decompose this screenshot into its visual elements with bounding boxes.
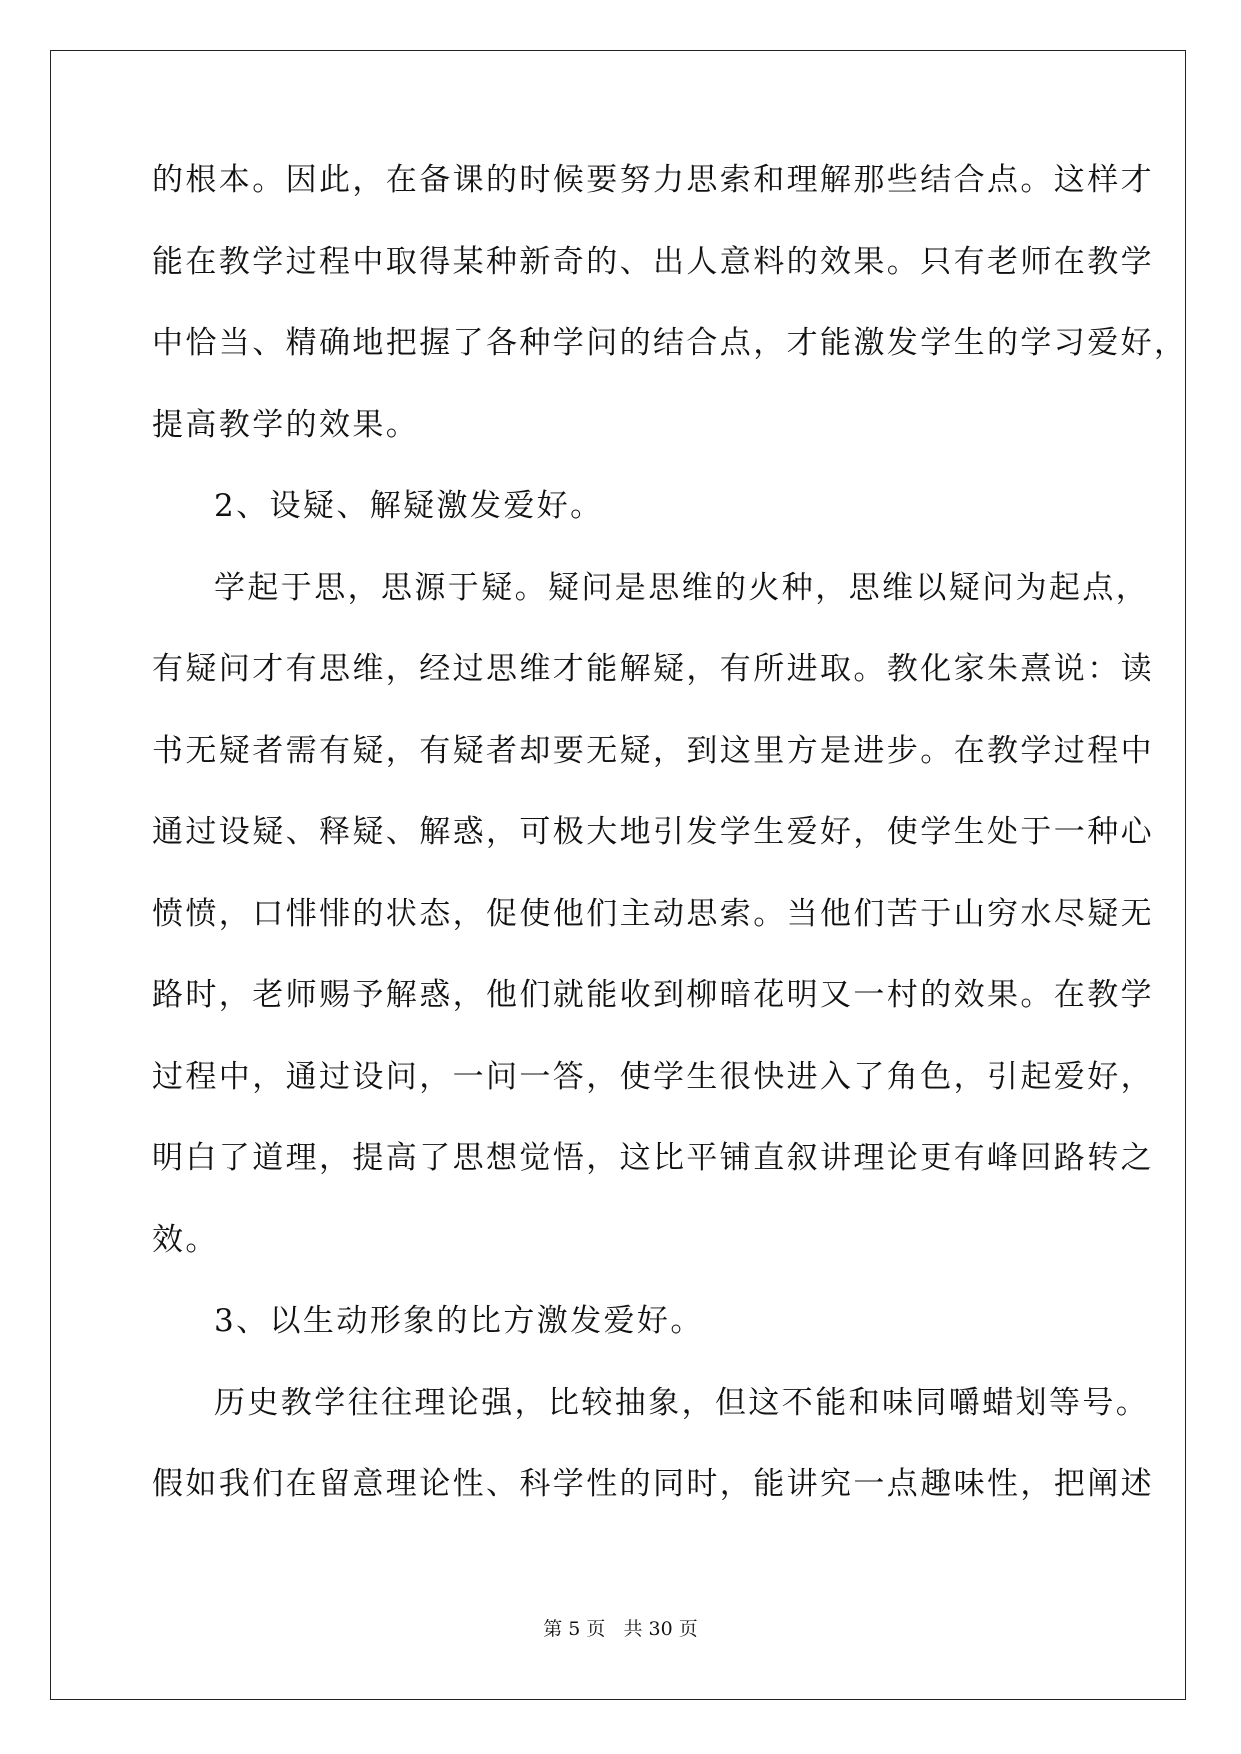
text-line: 有疑问才有思维，经过思维才能解疑，有所进取。教化家朱熹说：读 bbox=[152, 651, 1154, 687]
text-line: 明白了道理，提高了思想觉悟，这比平铺直叙讲理论更有峰回路转之 bbox=[152, 1140, 1154, 1176]
total-pages: 共 30 页 bbox=[623, 1618, 698, 1640]
text-line: 效。 bbox=[152, 1221, 219, 1258]
text-line: 能在教学过程中取得某种新奇的、出人意料的效果。只有老师在教学 bbox=[152, 243, 1154, 280]
text-line: 假如我们在留意理论性、科学性的同时，能讲究一点趣味性，把阐述 bbox=[152, 1466, 1154, 1502]
section-heading: 2、设疑、解疑激发爱好。 bbox=[214, 488, 604, 524]
text-line: 中恰当、精确地把握了各种学问的结合点，才能激发学生的学习爱好， bbox=[152, 325, 1188, 361]
document-body bbox=[152, 162, 1188, 1548]
text-line: 的根本。因此，在备课的时候要努力思索和理解那些结合点。这样才 bbox=[152, 162, 1154, 198]
text-line: 学起于思，思源于疑。疑问是思维的火种，思维以疑问为起点， bbox=[214, 569, 1150, 606]
text-line: 书无疑者需有疑，有疑者却要无疑，到这里方是进步。在教学过程中 bbox=[152, 732, 1154, 769]
text-line: 历史教学往往理论强，比较抽象，但这不能和味同嚼蜡划等号。 bbox=[214, 1384, 1150, 1421]
section-heading: 3、以生动形象的比方激发爱好。 bbox=[214, 1303, 704, 1339]
text-line: 路时，老师赐予解惑，他们就能收到柳暗花明又一村的效果。在教学 bbox=[152, 977, 1154, 1013]
page-number: 第 5 页 bbox=[543, 1618, 606, 1640]
text-line: 过程中，通过设问，一问一答，使学生很快进入了角色，引起爱好， bbox=[152, 1058, 1154, 1095]
text-line: 通过设疑、释疑、解惑，可极大地引发学生爱好，使学生处于一种心 bbox=[152, 814, 1154, 850]
text-line: 提高教学的效果。 bbox=[152, 406, 420, 443]
text-line: 愤愤，口悱悱的状态，促使他们主动思索。当他们苦于山穷水尽疑无 bbox=[152, 895, 1154, 932]
page-footer bbox=[0, 1614, 1241, 1641]
